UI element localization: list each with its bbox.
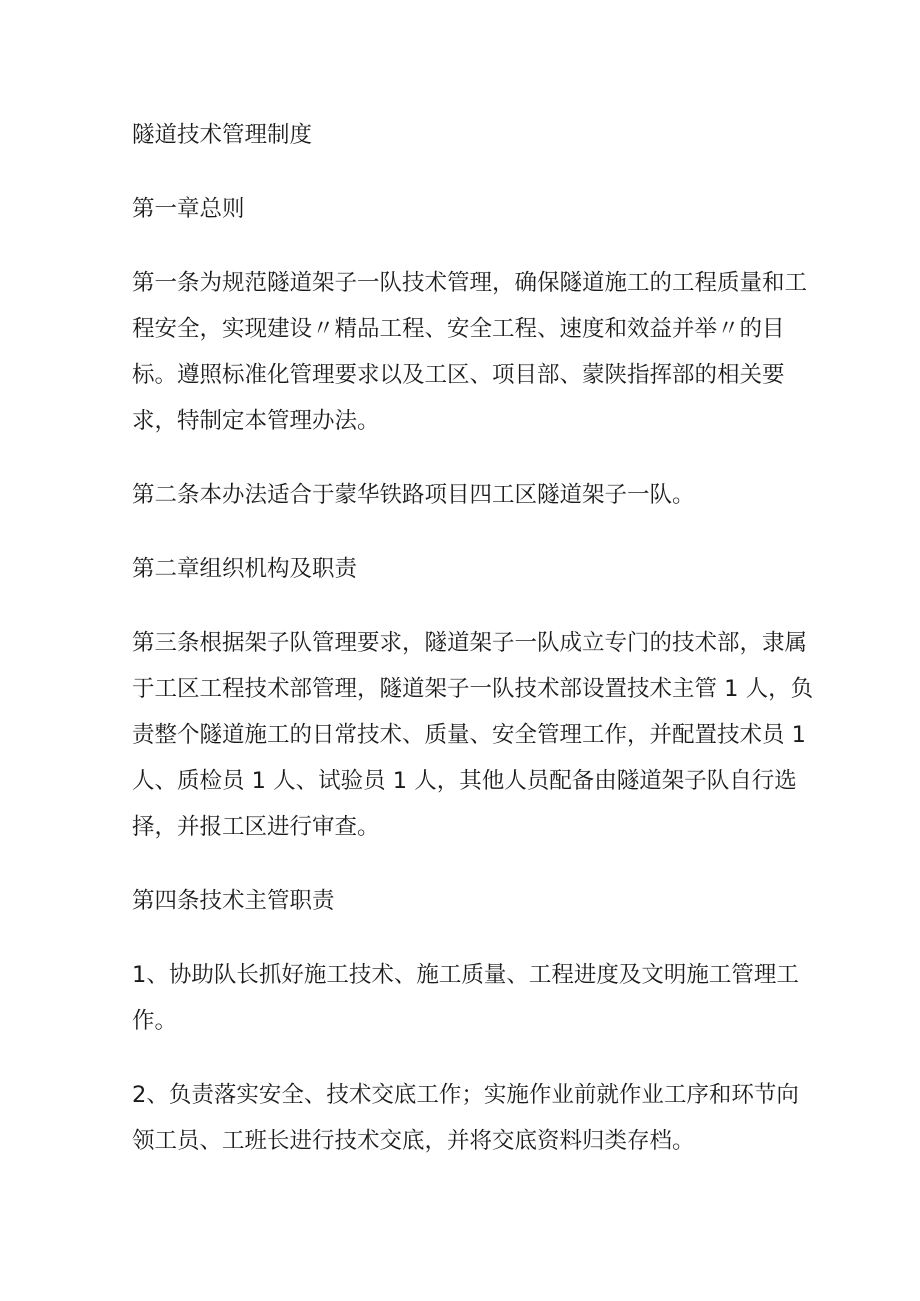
article-1-line: 第一条为规范隧道架子一队技术管理，确保隧道施工的工程质量和工 <box>132 270 808 296</box>
article-1-paragraph <box>132 260 808 444</box>
article-2-paragraph: 第二条本办法适合于蒙华铁路项目四工区隧道架子一队。 <box>132 482 695 508</box>
article-3-line: 责整个隧道施工的日常技术、质量、安全管理工作，并配置技术员 1 <box>132 722 806 748</box>
article-3-paragraph <box>132 620 814 850</box>
article-3-line: 第三条根据架子队管理要求，隧道架子一队成立专门的技术部，隶属 <box>132 630 808 656</box>
article-1-line: 标。遵照标准化管理要求以及工区、项目部、蒙陕指挥部的相关要 <box>132 362 785 388</box>
list-item-1 <box>132 952 799 1044</box>
list-item-1-line: 作。 <box>132 1008 178 1034</box>
document-title: 隧道技术管理制度 <box>132 122 313 148</box>
article-1-line: 程安全，实现建设〃精品工程、安全工程、速度和效益并举〃的目 <box>132 316 785 342</box>
list-item-2 <box>132 1072 799 1164</box>
article-3-line: 于工区工程技术部管理，隧道架子一队技术部设置技术主管 1 人，负 <box>132 676 814 702</box>
list-item-2-line: 领工员、工班长进行技术交底，并将交底资料归类存档。 <box>132 1128 695 1154</box>
list-item-1-line: 1、协助队长抓好施工技术、施工质量、工程进度及文明施工管理工 <box>132 962 799 988</box>
article-4-heading: 第四条技术主管职责 <box>132 888 335 914</box>
chapter-1-heading: 第一章总则 <box>132 196 245 222</box>
chapter-2-heading: 第二章组织机构及职责 <box>132 556 358 582</box>
article-1-line: 求，特制定本管理办法。 <box>132 408 380 434</box>
document-body <box>132 112 814 1164</box>
article-3-line: 人、质检员 1 人、试验员 1 人，其他人员配备由隧道架子队自行选 <box>132 768 797 794</box>
article-3-line: 择，并报工区进行审查。 <box>132 814 380 840</box>
list-item-2-line: 2、负责落实安全、技术交底工作；实施作业前就作业工序和环节向 <box>132 1082 799 1108</box>
